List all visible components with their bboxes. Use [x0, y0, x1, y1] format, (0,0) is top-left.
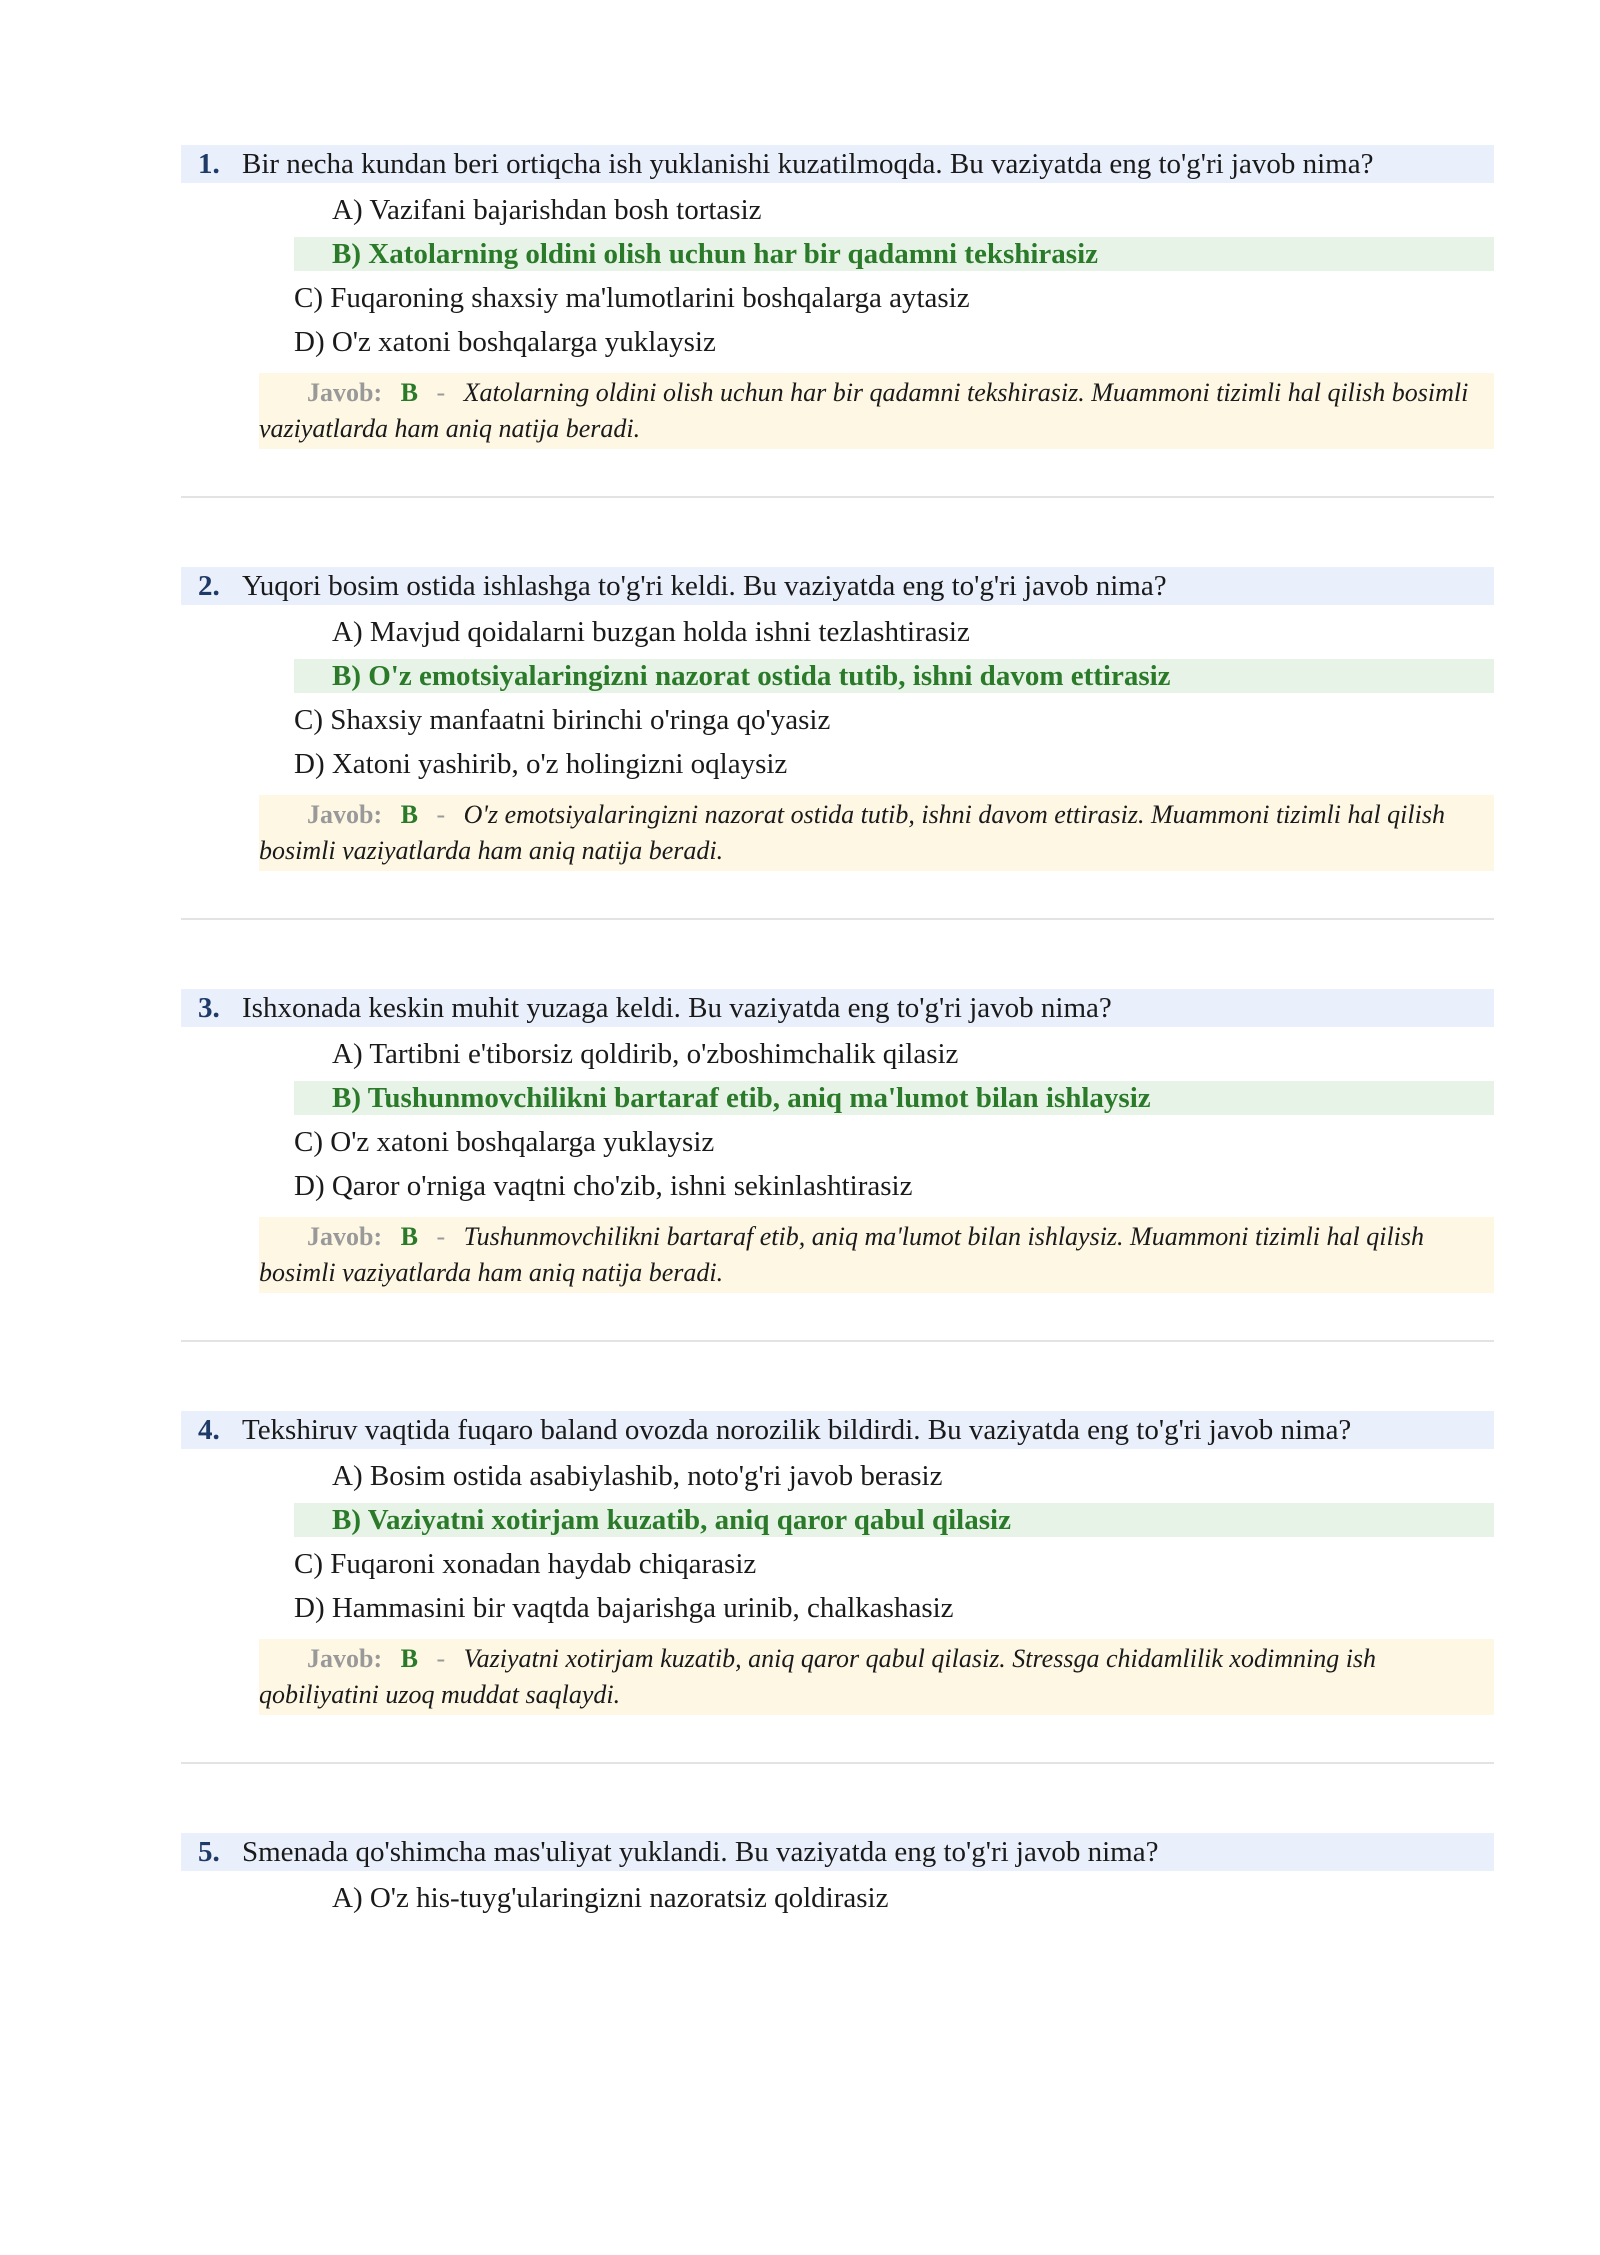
question-text: Ishxonada keskin muhit yuzaga keldi. Bu vaziyatda eng to'g'ri javob nima?: [242, 992, 1112, 1024]
question-header: [181, 989, 1494, 1027]
option-c: C) Fuqaroning shaxsiy ma'lumotlarini boshqalarga aytasiz: [294, 282, 970, 314]
answer-explanation: Tushunmovchilikni bartaraf etib, aniq ma'lumot bilan ishlaysiz. Muammoni tizimli hal qilish bosimli vaziyatlarda ham aniq natija beradi.: [259, 1222, 1425, 1287]
answer-dash: -: [436, 1644, 446, 1673]
question-text: Bir necha kundan beri ortiqcha ish yuklanishi kuzatilmoqda. Bu vaziyatda eng to'g'ri javob nima?: [242, 148, 1374, 180]
answer-dash: -: [436, 378, 446, 407]
answer-box: [259, 373, 1494, 449]
question-header: [181, 567, 1494, 605]
question-2: [181, 567, 1494, 989]
answer-dash: -: [436, 800, 446, 829]
question-1: [181, 145, 1494, 567]
question-text: Smenada qo'shimcha mas'uliyat yuklandi. Bu vaziyatda eng to'g'ri javob nima?: [242, 1836, 1159, 1868]
question-header: [181, 1833, 1494, 1871]
option-b-correct: B) Xatolarning oldini olish uchun har bir qadamni tekshirasiz: [294, 237, 1494, 271]
option-d: D) Qaror o'rniga vaqtni cho'zib, ishni sekinlashtirasiz: [294, 1170, 913, 1202]
option-d: D) O'z xatoni boshqalarga yuklaysiz: [294, 326, 716, 358]
answer-label: Javob:: [307, 378, 383, 407]
divider: [181, 496, 1494, 498]
option-a: A) Mavjud qoidalarni buzgan holda ishni tezlashtirasiz: [332, 616, 970, 648]
option-b-correct: B) Tushunmovchilikni bartaraf etib, aniq ma'lumot bilan ishlaysiz: [294, 1081, 1494, 1115]
question-number: 3.: [198, 992, 220, 1024]
answer-letter: B: [400, 1644, 418, 1673]
option-c: C) Fuqaroni xonadan haydab chiqarasiz: [294, 1548, 757, 1580]
option-d: D) Xatoni yashirib, o'z holingizni oqlaysiz: [294, 748, 788, 780]
answer-letter: B: [400, 1222, 418, 1251]
question-number: 2.: [198, 570, 220, 602]
option-a: A) Vazifani bajarishdan bosh tortasiz: [332, 194, 762, 226]
question-header: [181, 145, 1494, 183]
option-a: A) O'z his-tuyg'ularingizni nazoratsiz qoldirasiz: [332, 1882, 889, 1914]
option-a: A) Bosim ostida asabiylashib, noto'g'ri javob berasiz: [332, 1460, 943, 1492]
question-text: Tekshiruv vaqtida fuqaro baland ovozda norozilik bildirdi. Bu vaziyatda eng to'g'ri javob nima?: [242, 1414, 1352, 1446]
answer-box: [259, 1217, 1494, 1293]
answer-explanation: Vaziyatni xotirjam kuzatib, aniq qaror qabul qilasiz. Stressga chidamlilik xodimning ish qobiliyatini uzoq muddat saqlaydi.: [259, 1644, 1377, 1709]
option-b-correct: B) O'z emotsiyalaringizni nazorat ostida tutib, ishni davom ettirasiz: [294, 659, 1494, 693]
option-a: A) Tartibni e'tiborsiz qoldirib, o'zboshimchalik qilasiz: [332, 1038, 959, 1070]
quiz-page: [181, 145, 1494, 2255]
answer-letter: B: [400, 800, 418, 829]
option-c: C) Shaxsiy manfaatni birinchi o'ringa qo'yasiz: [294, 704, 831, 736]
answer-label: Javob:: [307, 1222, 383, 1251]
answer-dash: -: [436, 1222, 446, 1251]
answer-label: Javob:: [307, 1644, 383, 1673]
answer-explanation: O'z emotsiyalaringizni nazorat ostida tutib, ishni davom ettirasiz. Muammoni tizimli hal qilish bosimli vaziyatlarda ham aniq natija beradi.: [259, 800, 1445, 865]
question-header: [181, 1411, 1494, 1449]
option-c: C) O'z xatoni boshqalarga yuklaysiz: [294, 1126, 715, 1158]
question-4: [181, 1411, 1494, 1833]
question-number: 1.: [198, 148, 220, 180]
option-d: D) Hammasini bir vaqtda bajarishga urinib, chalkashasiz: [294, 1592, 954, 1624]
answer-box: [259, 795, 1494, 871]
divider: [181, 1340, 1494, 1342]
question-number: 4.: [198, 1414, 220, 1446]
question-3: [181, 989, 1494, 1411]
divider: [181, 1762, 1494, 1764]
question-number: 5.: [198, 1836, 220, 1868]
answer-explanation: Xatolarning oldini olish uchun har bir qadamni tekshirasiz. Muammoni tizimli hal qilish bosimli vaziyatlarda ham aniq natija beradi.: [259, 378, 1469, 443]
answer-letter: B: [400, 378, 418, 407]
question-5: [181, 1833, 1494, 2255]
answer-box: [259, 1639, 1494, 1715]
answer-label: Javob:: [307, 800, 383, 829]
option-b-correct: B) Vaziyatni xotirjam kuzatib, aniq qaror qabul qilasiz: [294, 1503, 1494, 1537]
divider: [181, 918, 1494, 920]
question-text: Yuqori bosim ostida ishlashga to'g'ri keldi. Bu vaziyatda eng to'g'ri javob nima?: [242, 570, 1167, 602]
